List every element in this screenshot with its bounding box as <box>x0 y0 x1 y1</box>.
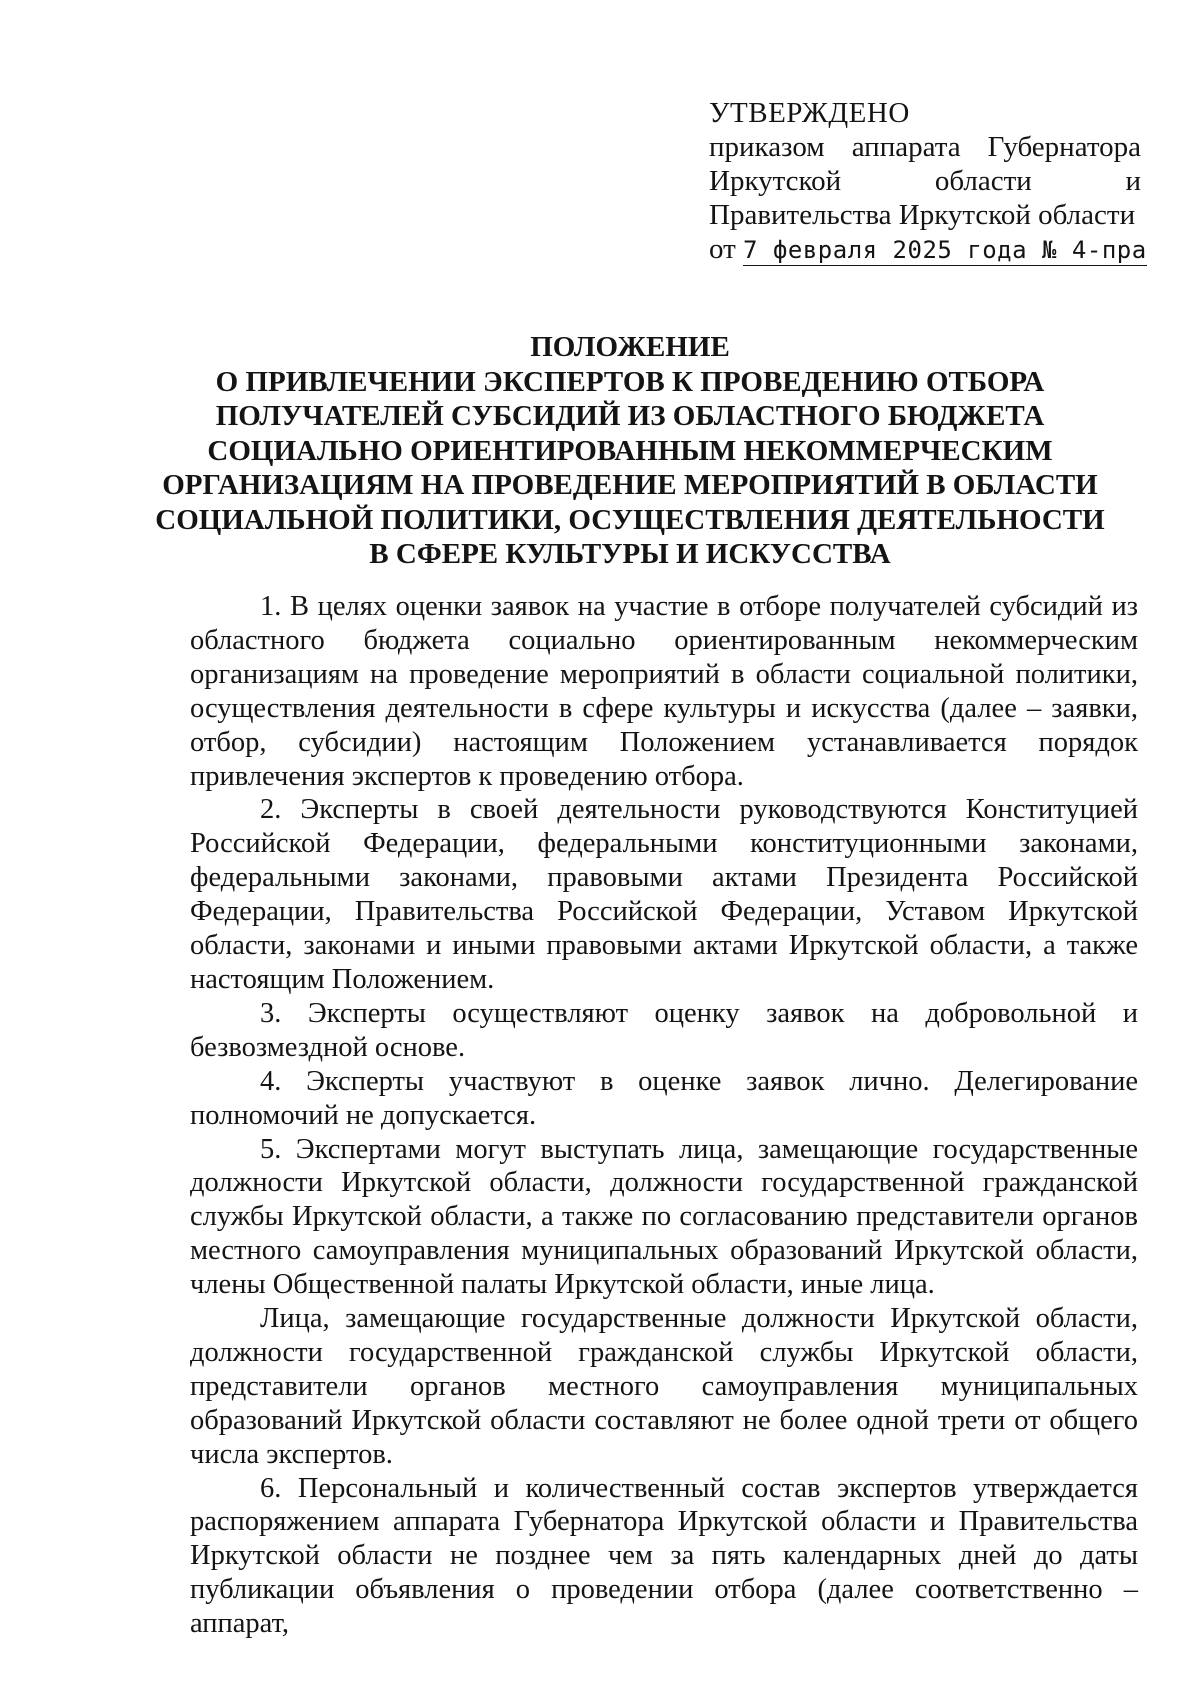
paragraph: 4. Эксперты участвуют в оценке заявок лично. Делегирование полномочий не допускается. <box>190 1065 1138 1131</box>
paragraph: Лица, замещающие государственные должности Иркутской области, должности государственной гражданской службы Иркутской области, представители органов местного самоуправления муниципальных образований Иркутской области составляют не более одной трети от общего числа экспертов. <box>190 1303 1138 1470</box>
document-body <box>190 590 1138 1641</box>
approval-line: приказом аппарата Губернатора <box>709 131 1141 163</box>
approval-date-prefix: от <box>709 233 736 265</box>
paragraph: 5. Экспертами могут выступать лица, замещающие государственные должности Иркутской области, должности государственной гражданской службы Иркутской области, а также по согласованию представители органов местного самоуправления муниципальных образований Иркутской области, члены Общественной палаты Иркутской области, иные лица. <box>190 1133 1138 1301</box>
approval-line: Иркутской области и <box>709 165 1141 197</box>
approval-line: Правительства Иркутской области <box>709 199 1136 231</box>
title-line: ОРГАНИЗАЦИЯМ НА ПРОВЕДЕНИЕ МЕРОПРИЯТИЙ В ОБЛАСТИ <box>162 469 1098 501</box>
title-line: ПОЛУЧАТЕЛЕЙ СУБСИДИЙ ИЗ ОБЛАСТНОГО БЮДЖЕТА <box>215 400 1045 432</box>
title-line: СОЦИАЛЬНО ОРИЕНТИРОВАННЫМ НЕКОММЕРЧЕСКИМ <box>207 434 1053 467</box>
title-line: О ПРИВЛЕЧЕНИИ ЭКСПЕРТОВ К ПРОВЕДЕНИЮ ОТБОРА <box>215 365 1045 398</box>
document-title <box>150 330 1110 572</box>
paragraph: 1. В целях оценки заявок на участие в отборе получателей субсидий из областного бюджета социально ориентированным некоммерческим организациям на проведение мероприятий в области социальной политики, осуществления деятельности в сфере культуры и искусства (далее – заявки, отбор, субсидии) настоящим Положением устанавливается порядок привлечения экспертов к проведению отбора. <box>190 591 1138 792</box>
paragraph: 2. Эксперты в своей деятельности руководствуются Конституцией Российской Федерации, федеральными конституционными законами, федеральными законами, правовыми актами Президента Российской Федерации, Правительства Российской Федерации, Уставом Иркутской области, законами и иными правовыми актами Иркутской области, а также настоящим Положением. <box>190 794 1138 995</box>
title-line: ПОЛОЖЕНИЕ <box>530 331 730 363</box>
paragraph: 3. Эксперты осуществляют оценку заявок на добровольной и безвозмездной основе. <box>190 997 1138 1063</box>
approval-date <box>709 232 1147 267</box>
approval-date-value: 7 февраля 2025 года № 4-пра <box>743 236 1147 264</box>
approval-title: УТВЕРЖДЕНО <box>709 97 910 129</box>
title-line: В СФЕРЕ КУЛЬТУРЫ И ИСКУССТВА <box>369 538 891 570</box>
approval-stamp <box>709 96 1147 267</box>
title-line: СОЦИАЛЬНОЙ ПОЛИТИКИ, ОСУЩЕСТВЛЕНИЯ ДЕЯТЕЛЬНОСТИ <box>155 503 1105 536</box>
paragraph: 6. Персональный и количественный состав экспертов утверждается распоряжением аппарата Губернатора Иркутской области и Правительства Иркутской области не позднее чем за пять календарных дней до даты публикации объявления о проведении отбора (далее соответственно – аппарат, <box>190 1472 1138 1640</box>
